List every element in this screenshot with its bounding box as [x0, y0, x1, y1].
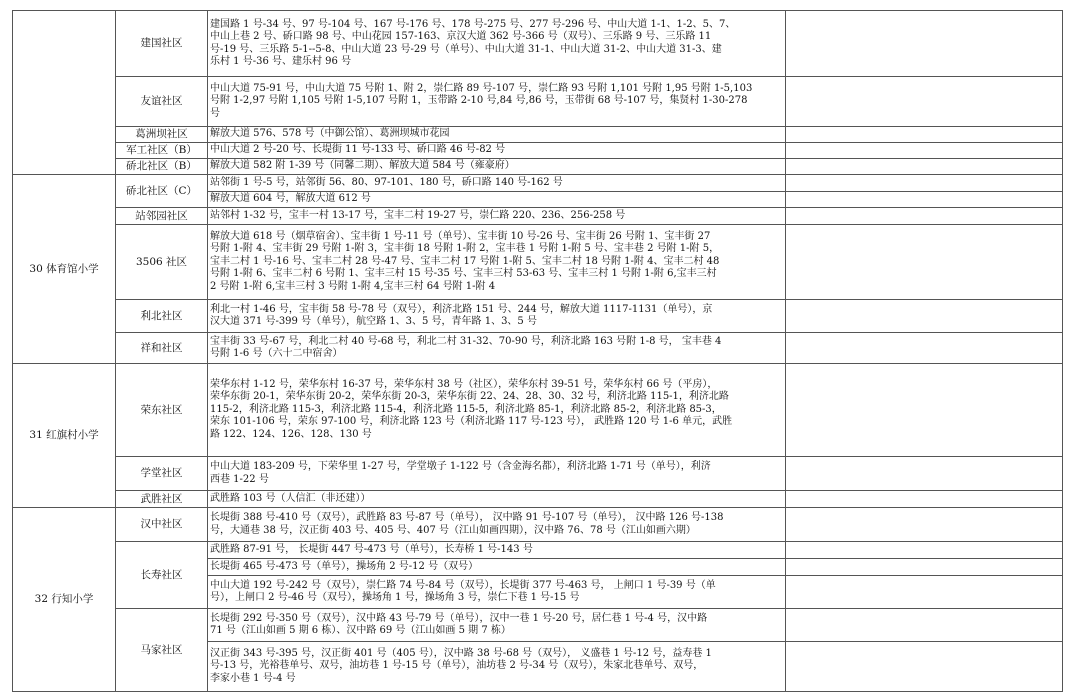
- address-line: 利北一村 1-46 号，宝丰街 58 号-78 号（双号），利济北路 151 号、244 号，解放大道 1117-1131（单号），京: [210, 303, 713, 315]
- address-line: 宝丰街 33 号-67 号，利北二村 40 号-68 号，利北二村 31-32、70-90 号，利济北路 163 号附 1-8 号， 宝丰巷 4: [210, 335, 722, 347]
- address-line: 号附 1-2,97 号附 1,105 号附 1-5,107 号附 1，玉带路 2-10 号,84 号,86 号，玉带街 68 号-107 号，集贤村 1-30-278: [210, 95, 748, 107]
- address-range-cell: [208, 159, 786, 175]
- school-name-cell: 32 行知小学: [13, 508, 116, 692]
- table-row: [13, 542, 1063, 559]
- address-line: 荣东 101-106 号，荣东 97-100 号，利济北路 123 号（利济北路 117 号-123 号）， 武胜路 120 号 1-6 单元，武胜: [210, 416, 733, 428]
- remarks-cell: [786, 159, 1063, 175]
- community-name-cell: 硚北社区（B）: [116, 159, 208, 175]
- remarks-cell: [786, 542, 1063, 559]
- address-line: 汉大道 371 号-399 号（单号），航空路 1、3、5 号，青年路 1、3、5 号: [210, 316, 537, 327]
- school-name-cell: [13, 11, 116, 175]
- address-range-cell: [208, 143, 786, 159]
- table-row: [13, 609, 1063, 642]
- address-line: 站邻村 1-32 号，宝丰一村 13-17 号，宝丰二村 19-27 号，崇仁路 220、236、256-258 号: [210, 209, 626, 221]
- address-line: 解放大道 604 号，解放大道 612 号: [210, 193, 371, 205]
- address-line: 号），上闸口 2 号-46 号（双号），操场角 1 号，操场角 3 号，崇仁下巷 1 号-15 号: [210, 592, 580, 603]
- address-line: 解放大道 582 附 1-39 号（同馨二期）、解放大道 584 号（雍豪府）: [210, 160, 515, 172]
- address-line: 长堤街 465 号-473 号（单号），操场角 2 号-12 号（双号）: [210, 560, 479, 572]
- address-range-cell: [208, 642, 786, 692]
- address-line: 荣华东街 20-1，荣华东街 20-2，荣华东街 20-3，荣华东街 22、24、28、30、32 号，利济北路 115-1，利济北路: [210, 391, 729, 403]
- school-district-table: [12, 10, 1063, 692]
- remarks-cell: [786, 457, 1063, 491]
- address-line: 号附 1-附 6、宝丰二村 6 号附 1、宝丰三村 15 号-35 号、宝丰三村 53-63 号、宝丰三村 1 号附 1-附 6,宝丰三村: [210, 268, 717, 280]
- remarks-cell: [786, 143, 1063, 159]
- table-row: [13, 225, 1063, 300]
- table-row: [13, 208, 1063, 225]
- address-line: 荣华东村 1-12 号，荣华东村 16-37 号，荣华东村 38 号（社区），荣华东村 39-51 号，荣华东村 66 号（平房），: [210, 378, 718, 390]
- remarks-cell: [786, 300, 1063, 333]
- table-row: [13, 175, 1063, 192]
- remarks-cell: [786, 225, 1063, 300]
- address-line: 建国路 1 号-34 号、97 号-104 号、167 号-176 号、178 号-275 号、277 号-296 号、中山大道 1-1、1-2、5、7、: [210, 18, 736, 30]
- address-range-cell: [208, 491, 786, 508]
- address-line: 武胜路 87-91 号， 长堤街 447 号-473 号（单号），长寿桥 1 号-143 号: [210, 543, 533, 555]
- table-row: [13, 143, 1063, 159]
- address-line: 武胜路 103 号（人信汇（非还建））: [210, 492, 371, 504]
- address-line: 宝丰二村 1 号-16 号、宝丰二村 28 号-47 号、宝丰二村 17 号附 1-附 5、宝丰二村 18 号附 1-附 4、宝丰二村 48: [210, 255, 720, 267]
- address-line: 中山大道 183-209 号，下荣华里 1-27 号，学堂墩子 1-122 号（含金海名都），利济北路 1-71 号（单号），利济: [210, 461, 711, 473]
- address-line: 号，大通巷 38 号，汉正街 403 号、405 号、407 号（江山如画四期），汉中路 76、78 号（江山如画六期）: [210, 524, 696, 536]
- table-body: [13, 11, 1063, 692]
- address-range-cell: [208, 11, 786, 77]
- address-range-cell: [208, 333, 786, 364]
- address-line: 乐村 1 号-36 号、建乐村 96 号: [210, 55, 352, 67]
- address-range-cell: [208, 127, 786, 143]
- address-range-cell: [208, 508, 786, 542]
- table-row: [13, 77, 1063, 127]
- remarks-cell: [786, 175, 1063, 192]
- address-range-cell: [208, 77, 786, 127]
- community-name-cell: 武胜社区: [116, 491, 208, 508]
- address-line: 李家小巷 1 号-4 号: [210, 672, 296, 684]
- address-line: 长堤街 292 号-350 号（双号），汉中路 43 号-79 号（单号），汉中一巷 1 号-20 号，居仁巷 1 号-4 号，汉中路: [210, 612, 708, 624]
- table-row: [13, 159, 1063, 175]
- community-name-cell: 站邻园社区: [116, 208, 208, 225]
- address-line: 解放大道 618 号（烟草宿舍）、宝丰街 1 号-11 号（单号）、宝丰街 10 号-26 号、宝丰街 26 号附 1、宝丰街 27: [210, 230, 711, 242]
- table-row: [13, 11, 1063, 77]
- community-name-cell: 葛洲坝社区: [116, 127, 208, 143]
- address-line: 号: [210, 107, 220, 119]
- community-name-cell: 硚北社区（C）: [116, 175, 208, 208]
- remarks-cell: [786, 208, 1063, 225]
- address-range-cell: [208, 609, 786, 642]
- remarks-cell: [786, 576, 1063, 609]
- community-name-cell: 汉中社区: [116, 508, 208, 542]
- table-row: [13, 364, 1063, 457]
- remarks-cell: [786, 333, 1063, 364]
- address-line: 站邻街 1 号-5 号，站邻街 56、80、97-101、180 号，硚口路 140 号-162 号: [210, 176, 563, 188]
- address-line: 号-13 号，光裕巷单号、双号，油坊巷 1 号-15 号（单号），油坊巷 2 号-34 号（双号），朱家北巷单号、双号，: [210, 660, 704, 672]
- address-line: 解放大道 576、578 号（中御公馆）、葛洲坝城市花园: [210, 128, 450, 140]
- community-name-cell: 利北社区: [116, 300, 208, 333]
- address-line: 汉正街 343 号-395 号，汉正街 401 号（405 号），汉中路 38 号-68 号（双号）， 义盛巷 1 号-12 号，益寿巷 1: [210, 647, 712, 659]
- community-name-cell: 3506 社区: [116, 225, 208, 300]
- address-line: 中山大道 192 号-242 号（双号），崇仁路 74 号-84 号（双号），长堤街 377 号-463 号， 上闸口 1 号-39 号（单: [210, 579, 716, 591]
- community-name-cell: 荣东社区: [116, 364, 208, 457]
- address-line: 号附 1-附 4、宝丰街 29 号附 1-附 3，宝丰街 18 号附 1-附 2，宝丰巷 1 号附 1-附 5 号、宝丰巷 2 号附 1-附 5，: [210, 243, 720, 255]
- table-row: [13, 300, 1063, 333]
- address-range-cell: [208, 300, 786, 333]
- address-line: 中山大道 2 号-20 号、长堤街 11 号-133 号、硚口路 46 号-82 号: [210, 144, 506, 156]
- table-row: [13, 333, 1063, 364]
- address-line: 中山大道 75-91 号，中山大道 75 号附 1、附 2，崇仁路 89 号-107 号，崇仁路 93 号附 1,101 号附 1,95 号附 1-5,103: [210, 82, 753, 94]
- remarks-cell: [786, 642, 1063, 692]
- address-line: 115-2，利济北路 115-3，利济北路 115-4，利济北路 115-5，利济北路 85-1，利济北路 85-2，利济北路 85-3，: [210, 403, 722, 415]
- remarks-cell: [786, 192, 1063, 208]
- remarks-cell: [786, 559, 1063, 576]
- address-line: 号-19 号、三乐路 5-1--5-8、中山大道 23 号-29 号（单号）、中山大道 31-1、中山大道 31-2、中山大道 31-3、建: [210, 43, 722, 55]
- remarks-cell: [786, 609, 1063, 642]
- community-name-cell: 长寿社区: [116, 542, 208, 609]
- address-line: 2 号附 1-附 6,宝丰三村 3 号附 1-附 4,宝丰三村 64 号附 1-附 4: [210, 280, 496, 292]
- remarks-cell: [786, 127, 1063, 143]
- table-row: [13, 508, 1063, 542]
- address-range-cell: [208, 364, 786, 457]
- address-range-cell: [208, 192, 786, 208]
- address-range-cell: [208, 559, 786, 576]
- address-line: 号附 1-6 号（六十二中宿舍）: [210, 348, 343, 359]
- table-row: [13, 127, 1063, 143]
- address-range-cell: [208, 576, 786, 609]
- school-name-cell: 30 体育馆小学: [13, 175, 116, 364]
- community-name-cell: 建国社区: [116, 11, 208, 77]
- address-line: 西巷 1-22 号: [210, 473, 269, 485]
- remarks-cell: [786, 77, 1063, 127]
- address-range-cell: [208, 208, 786, 225]
- address-line: 中山上巷 2 号、硚口路 98 号、中山花园 157-163、京汉大道 362 号-366 号（双号）、三乐路 9 号、三乐路 11: [210, 31, 712, 43]
- community-name-cell: 友谊社区: [116, 77, 208, 127]
- address-range-cell: [208, 542, 786, 559]
- address-line: 长堤街 388 号-410 号（双号），武胜路 83 号-87 号（单号）， 汉中路 91 号-107 号（单号）， 汉中路 126 号-138: [210, 512, 724, 524]
- remarks-cell: [786, 11, 1063, 77]
- community-name-cell: 马家社区: [116, 609, 208, 692]
- table-row: [13, 491, 1063, 508]
- address-range-cell: [208, 457, 786, 491]
- school-name-cell: 31 红旗村小学: [13, 364, 116, 508]
- school-district-table-container: [12, 10, 1062, 692]
- address-range-cell: [208, 225, 786, 300]
- community-name-cell: 学堂社区: [116, 457, 208, 491]
- remarks-cell: [786, 364, 1063, 457]
- community-name-cell: 军工社区（B）: [116, 143, 208, 159]
- address-range-cell: [208, 175, 786, 192]
- community-name-cell: 祥和社区: [116, 333, 208, 364]
- remarks-cell: [786, 491, 1063, 508]
- address-line: 71 号（江山如画 5 期 6 栋）、汉中路 69 号（江山如画 5 期 7 栋）: [210, 625, 511, 636]
- table-row: [13, 457, 1063, 491]
- remarks-cell: [786, 508, 1063, 542]
- address-line: 路 122、124、126、128、130 号: [210, 428, 372, 440]
